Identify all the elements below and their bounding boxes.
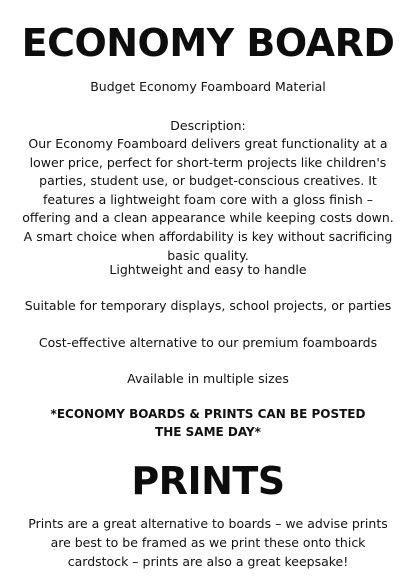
feature-item: Suitable for temporary displays, school projects, or parties <box>24 298 392 313</box>
description-body: Our Economy Foamboard delivers great functionality at a lower price, perfect for short-term projects like children's parties, student use, or budget-conscious creatives. It features a lightweight foam core with a gloss finish – offering and a clean appearance while keeping costs down. A smart choice when affordability is key without sacrificing basic quality. <box>22 136 394 263</box>
product-subtitle: Budget Economy Foamboard Material <box>90 79 326 94</box>
page-title: ECONOMY BOARD <box>21 21 395 65</box>
feature-item: Cost-effective alternative to our premium foamboards <box>38 335 378 350</box>
shipping-notice: *ECONOMY BOARDS & PRINTS CAN BE POSTED THE SAME DAY* <box>50 407 366 439</box>
feature-item: Available in multiple sizes <box>127 371 289 386</box>
feature-item: Lightweight and easy to handle <box>109 262 307 277</box>
description-label: Description: <box>170 118 246 133</box>
prints-description: Prints are a great alternative to boards – we advise prints are best to be framed as we print these onto thick cardstock – prints are also a great keepsake! <box>28 516 388 569</box>
prints-heading: PRINTS <box>131 459 285 503</box>
